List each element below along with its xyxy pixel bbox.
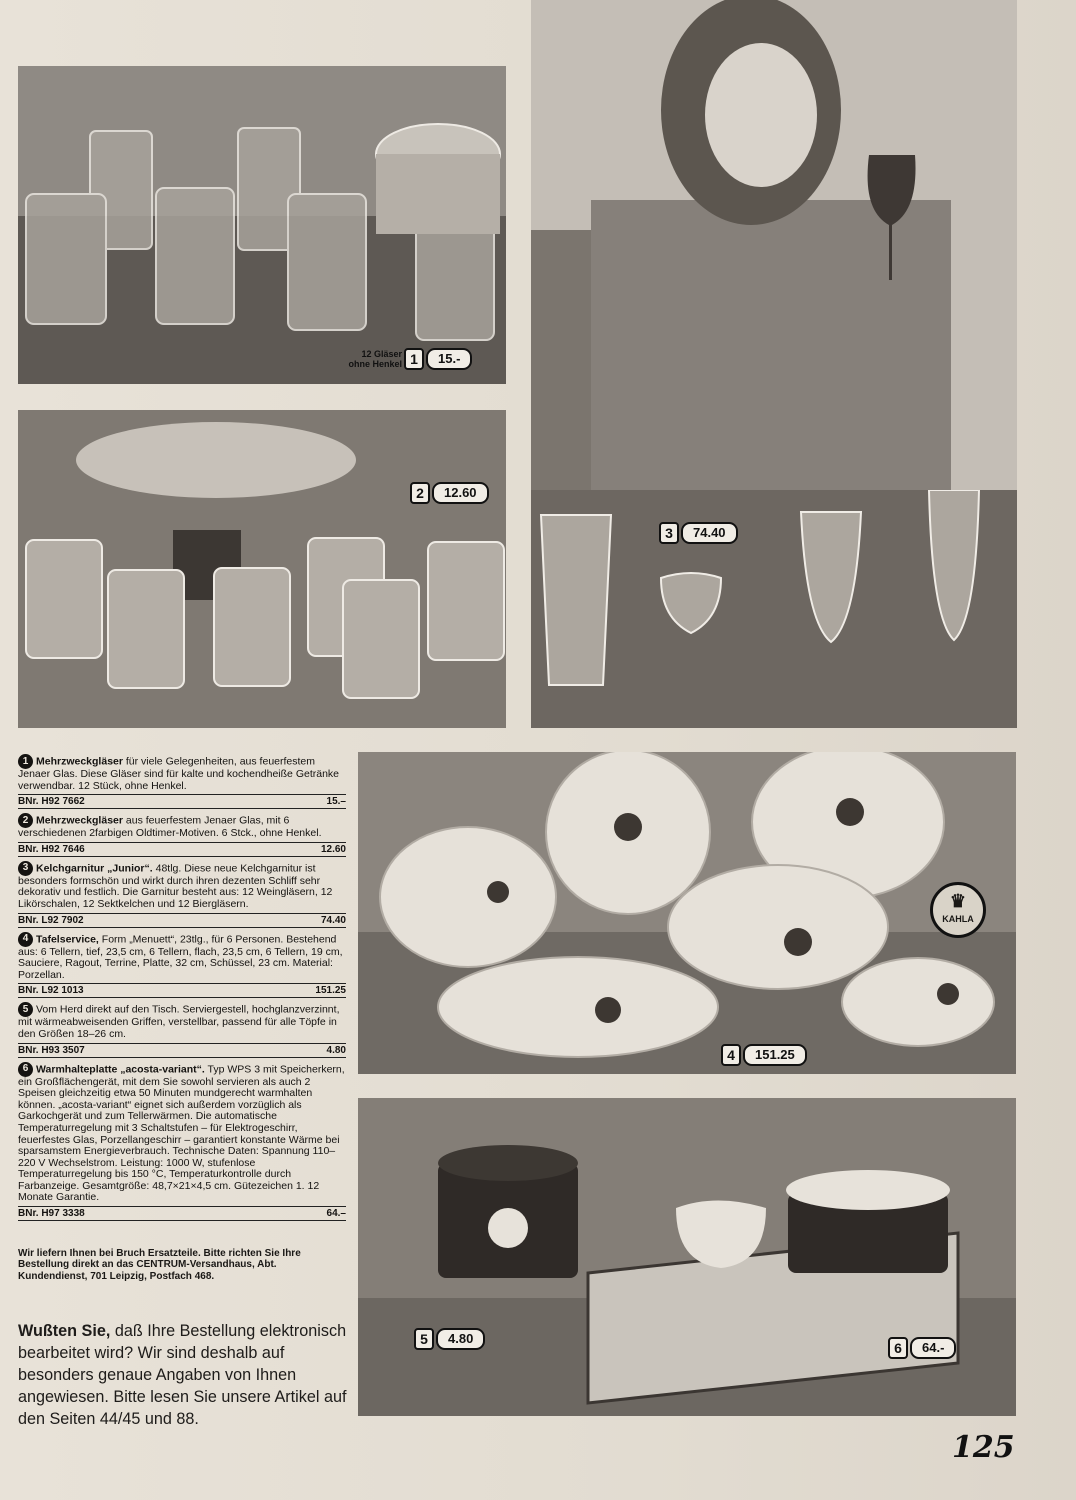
photo-oldtimer-glasses — [18, 410, 506, 728]
info-paragraph — [18, 1320, 348, 1430]
item-text: Typ WPS 3 mit Speicherkern, ein Großflächengerät, mit dem Sie sowohl servieren als auch 2 Speisen gleichzeitig etwa 50 Minuten mundgerecht warmhalten können. „acosta-variant“ eignet sich außerdem vorzüglich als Garkochgerät und zum Tellerwärmen. Die automatische Temperaturregelung mit 3 Schaltstufen – für Elektrogeschirr, feuerfestes Glas, Porzellangeschirr – garantiert konstante Wärme bei sparsamstem Energieverbrauch. Technische Daten: Spannung 110–220 V Wechselstrom. Leistung: 1000 W, stufenlose Temperaturregelung bis 150 °C, Temperaturkontrolle durch Farbanzeige. Gesamtgröße: 48,7×21×4,5 cm. Gütezeichen 1. 12 Monate Garantie. — [18, 1062, 345, 1204]
item-name: Kelchgarnitur „Junior“. — [36, 862, 153, 875]
item-text: für viele Gelegenheiten, aus feuerfestem Jenaer Glas. Diese Gläser sind für kalte und kochendheiße Getränke verwendbar. 12 Stück, ohne Henkel. — [18, 755, 340, 792]
order-number-row: BNr. L92 7902 74.40 — [18, 914, 346, 926]
price-tag-2: 2 12.60 — [410, 482, 489, 504]
order-number-row: BNr. L92 1013 151.25 — [18, 985, 346, 997]
page-number: 125 — [952, 1430, 1015, 1465]
item-number-badge: 1 — [18, 754, 33, 769]
price-tag-4: 4 151.25 — [721, 1044, 807, 1066]
item-number-badge: 2 — [18, 813, 33, 828]
kahla-logo: ♛ KAHLA — [930, 882, 986, 938]
info-text: daß Ihre Bestellung elektronisch bearbeitet wird? Wir sind deshalb auf besonders genaue Angaben von Ihnen angewiesen. Bitte lesen Sie unsere Artikel auf den Seiten 44/45 und 88. — [18, 1322, 347, 1428]
item-text: 48tlg. Diese neue Kelchgarnitur ist besonders formschön und wirkt durch ihren dezenten Schliff sehr dekorativ und festlich. Die Garnitur besteht aus: 12 Weingläsern, 12 Likörschalen, 12 Sektkelchen und 12 Biergläsern. — [18, 862, 333, 910]
product-item-2 — [18, 813, 346, 857]
item-name: Mehrzweckgläser — [36, 814, 123, 827]
price-tag-3: 3 74.40 — [659, 522, 738, 544]
order-number-row: BNr. H97 3338 64.– — [18, 1208, 346, 1220]
replacement-parts-notice: Wir liefern Ihnen bei Bruch Ersatzteile. Bitte richten Sie Ihre Bestellung direkt an das CENTRUM-Versandhaus, Abt. Kundendienst, 701 Leipzig, Postfach 468. — [18, 1248, 301, 1282]
order-number-row: BNr. H93 3507 4.80 — [18, 1044, 346, 1056]
item-name: Mehrzweckgläser — [36, 755, 123, 768]
photo-serviergestell-warmhalteplatte — [358, 1098, 1016, 1416]
order-number-row: BNr. H92 7646 12.60 — [18, 843, 346, 855]
price-tag-6: 6 64.- — [888, 1337, 956, 1359]
item-name: Tafelservice, — [36, 932, 99, 945]
product-item-1 — [18, 754, 346, 809]
info-lead: Wußten Sie, — [18, 1322, 111, 1340]
product-descriptions — [18, 754, 346, 1225]
item-text: Vom Herd direkt auf den Tisch. Serviergestell, hochglanzverzinnt, mit wärmeabweisenden Griffen, verstellbar, passend für alle Töpfe in den Größen 18–26 cm. — [18, 1003, 340, 1040]
order-number-row: BNr. H92 7662 15.– — [18, 796, 346, 808]
price-tag-1: 1 15.- — [404, 348, 472, 370]
price-tag-5: 5 4.80 — [414, 1328, 485, 1350]
item-number-badge: 4 — [18, 932, 33, 947]
photo-tafelservice — [358, 752, 1016, 1074]
product-item-5 — [18, 1002, 346, 1057]
item-number-badge: 5 — [18, 1002, 33, 1017]
product-item-6 — [18, 1062, 346, 1222]
crown-icon: ♛ — [949, 891, 967, 911]
photo-kelchgarnitur — [531, 490, 1017, 728]
photo-glasses — [18, 66, 506, 384]
item-name: Warmhalteplatte „acosta-variant“. — [36, 1062, 205, 1075]
product-item-3 — [18, 861, 346, 928]
photo1-caption: 12 Gläser ohne Henkel — [348, 349, 402, 369]
product-item-4 — [18, 932, 346, 999]
photo-woman-wine — [531, 0, 1017, 490]
item-number-badge: 6 — [18, 1062, 33, 1077]
item-text: aus feuerfestem Jenaer Glas, mit 6 verschiedenen 2farbigen Oldtimer-Motiven. 6 Stck., ohne Henkel. — [18, 814, 322, 840]
item-text: Form „Menuett“, 23tlg., für 6 Personen. Bestehend aus: 6 Tellern, tief, 23,5 cm, 6 Tellern, flach, 23,5 cm, 6 Tellern, 19 cm, Sauciere, Ragout, Terrine, Platte, 32 cm, Schüssel, 23 cm. Material: Porzellan. — [18, 932, 343, 981]
item-number-badge: 3 — [18, 861, 33, 876]
